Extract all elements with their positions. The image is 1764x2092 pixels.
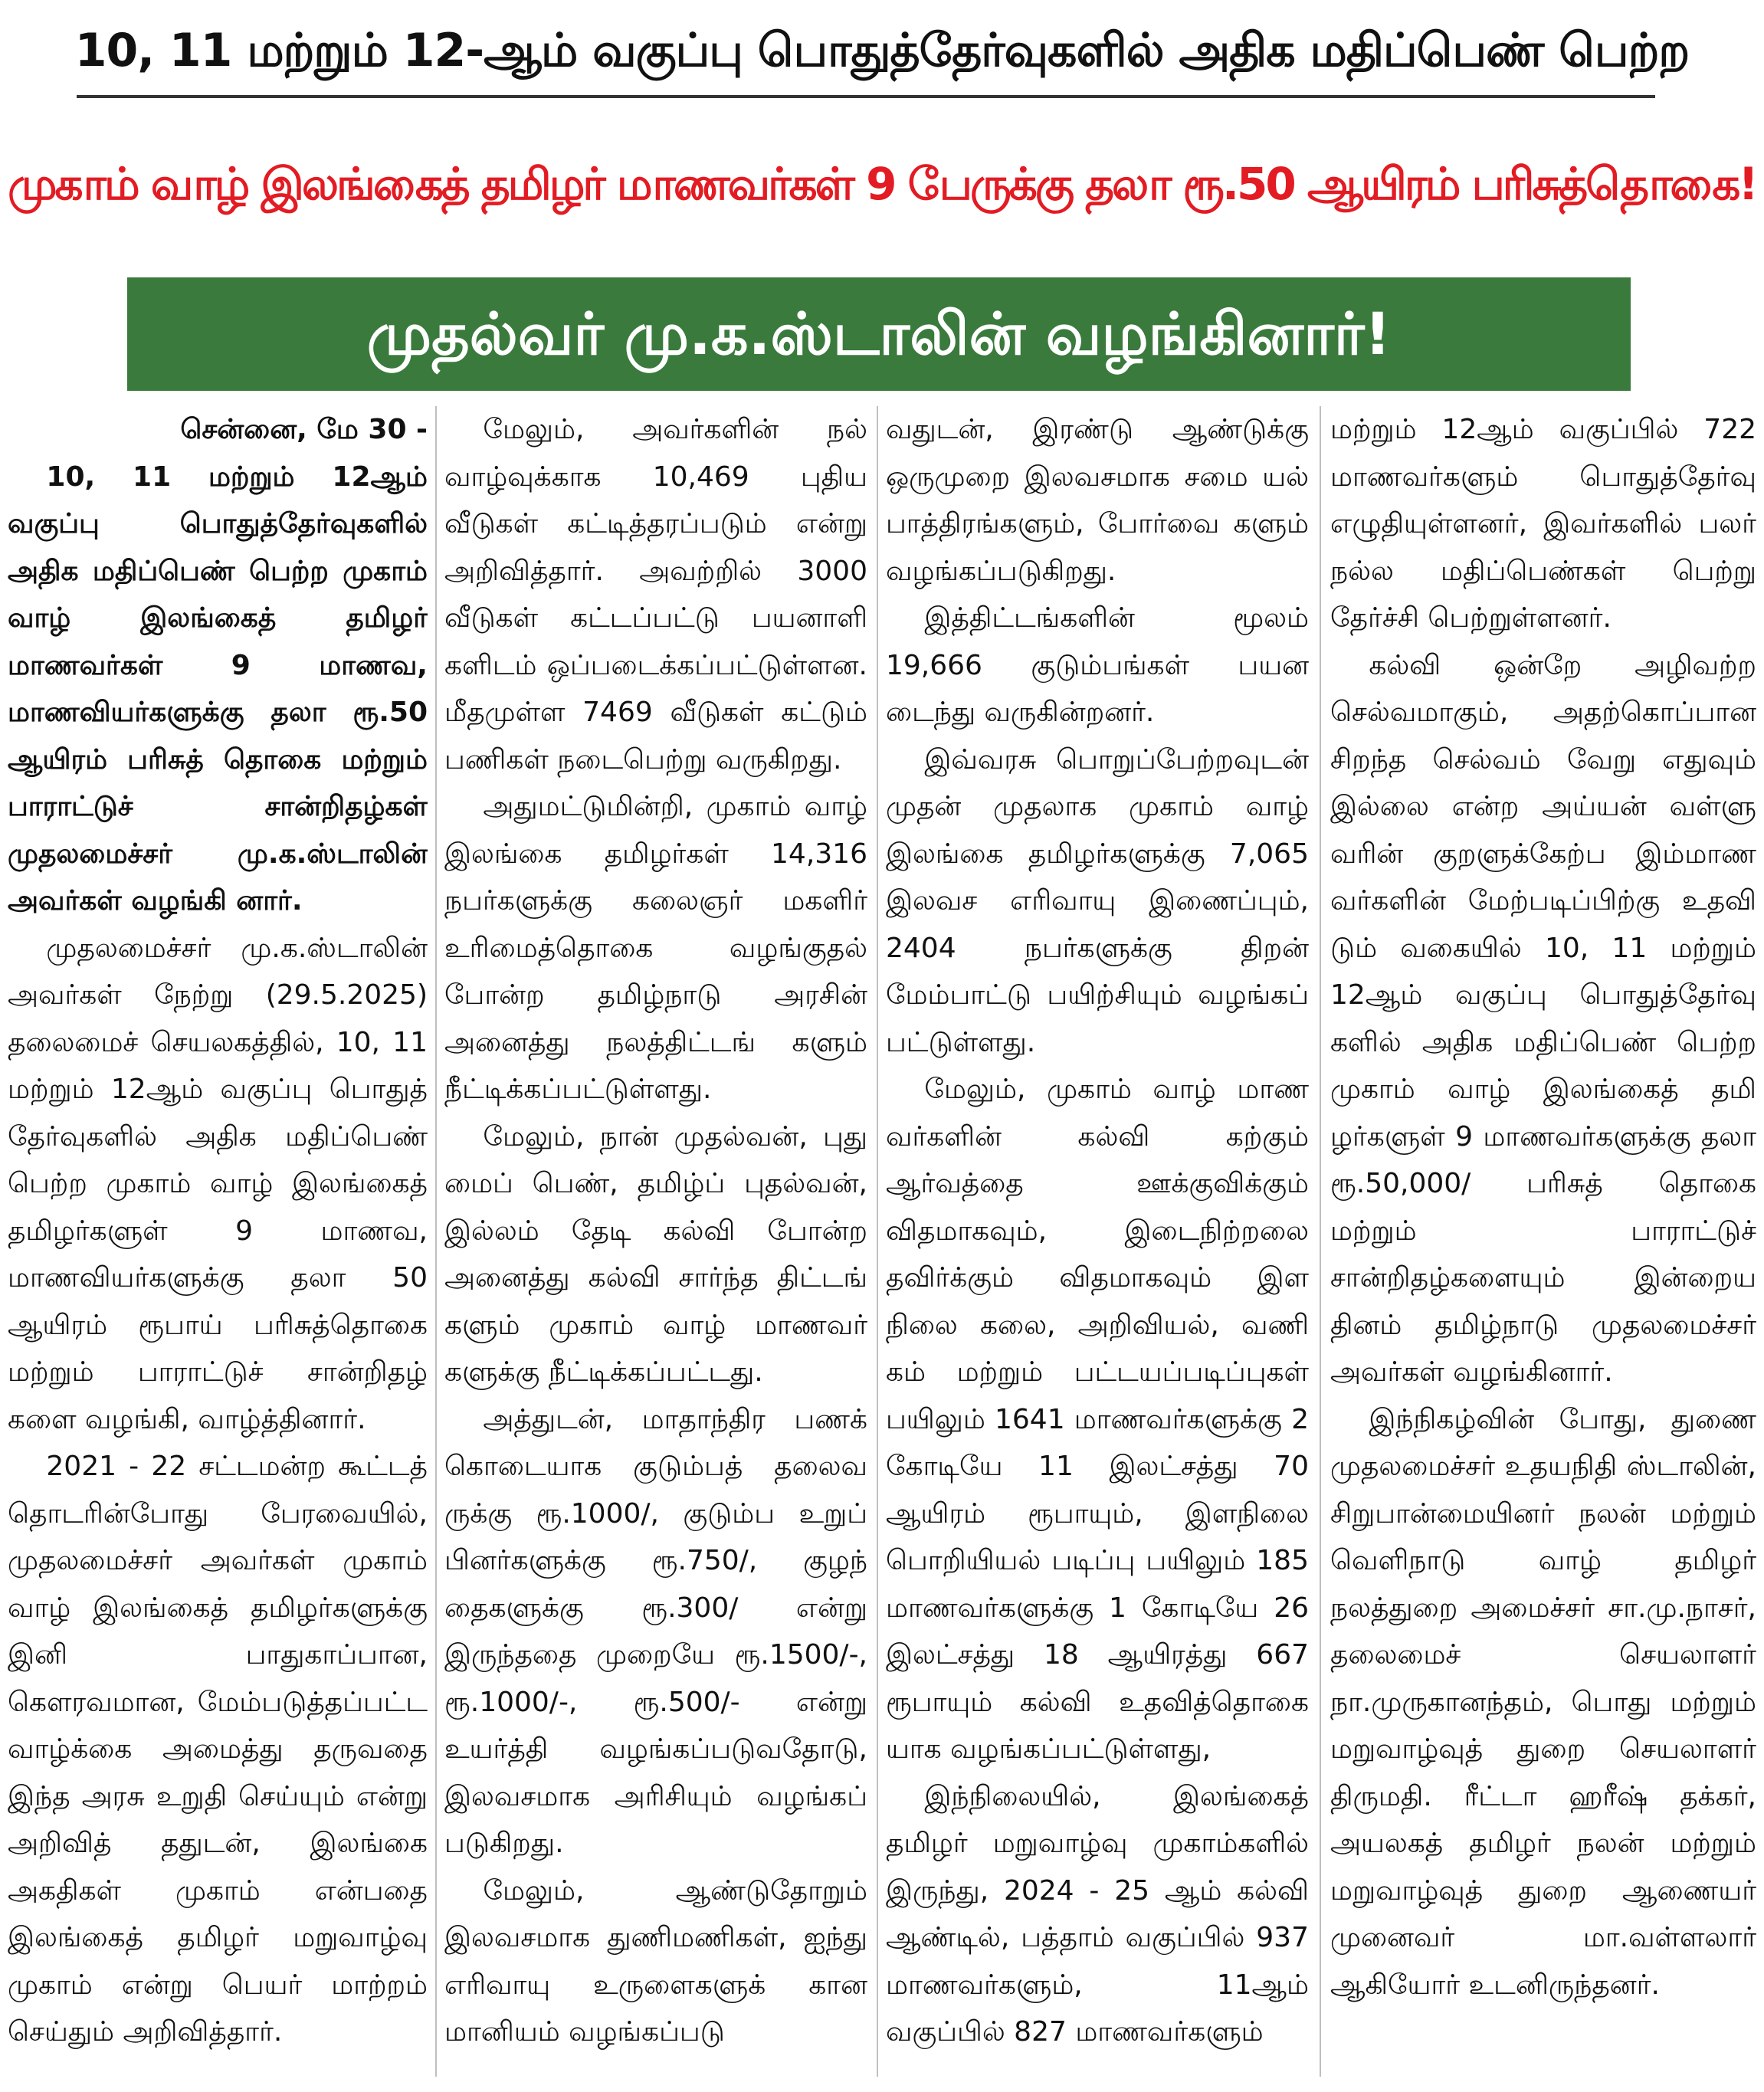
article-column-3 [886, 406, 1309, 2084]
paragraph: மேலும், முகாம் வாழ் மாண வர்களின் கல்வி கற்கும் ஆர்வத்தை ஊக்குவிக்கும் விதமாகவும், இடைநிற்றலை தவிர்க்கும் விதமாகவும் இள நிலை கலை, அறிவியல், வணி கம் மற்றும் பட்டயப்படிப்புகள் பயிலும் 1641 மாணவர்களுக்கு 2 கோடியே 11 இலட்சத்து 70 ஆயிரம் ரூபாயும், இளநிலை பொறியியல் படிப்பு பயிலும் 185 மாணவர்களுக்கு 1 கோடியே 26 இலட்சத்து 18 ஆயிரத்து 667 ரூபாயும் கல்வி உதவித்தொகை யாக வழங்கப்பட்டுள்ளது, [886, 1074, 1309, 1765]
paragraph: மேலும், நான் முதல்வன், புது மைப் பெண், தமிழ்ப் புதல்வன், இல்லம் தேடி கல்வி போன்ற அனைத்து கல்வி சார்ந்த திட்டங் களும் முகாம் வாழ் மாணவர் களுக்கு நீட்டிக்கப்பட்டது. [444, 1120, 867, 1388]
kicker-headline: 10, 11 மற்றும் 12-ஆம் வகுப்பு பொதுத்தேர்வுகளில் அதிக மதிப்பெண் பெற்ற [74, 24, 1690, 77]
paragraph: மற்றும் 12ஆம் வகுப்பில் 722 மாணவர்களும் பொதுத்தேர்வு எழுதியுள்ளனர், இவர்களில் பலர் நல்ல மதிப்பெண்கள் பெற்று தேர்ச்சி பெற்றுள்ளனர். [1330, 414, 1756, 634]
subheadline-banner: முதல்வர் மு.க.ஸ்டாலின் வழங்கினார்! [127, 277, 1631, 391]
kicker-rule [77, 95, 1655, 98]
lead-paragraph: 10, 11 மற்றும் 12ஆம் வகுப்பு பொதுத்தேர்வுகளில் அதிக மதிப்பெண் பெற்ற முகாம் வாழ் இலங்கைத் தமிழர் மாணவர்கள் 9 மாணவ, மாணவியர்களுக்கு தலா ரூ.50 ஆயிரம் பரிசுத் தொகை மற்றும் பாராட்டுச் சான்றிதழ்கள் முதலமைச்சர் மு.க.ஸ்டாலின் அவர்கள் வழங்கி னார். [8, 461, 428, 916]
article-column-2 [444, 406, 867, 2084]
main-headline: முகாம் வாழ் இலங்கைத் தமிழர் மாணவர்கள் 9 பேருக்கு தலா ரூ.50 ஆயிரம் பரிசுத்தொகை! [8, 158, 1756, 210]
paragraph: அதுமட்டுமின்றி, முகாம் வாழ் இலங்கை தமிழர்கள் 14,316 நபர்களுக்கு கலைஞர் மகளிர் உரிமைத்தொகை வழங்குதல் போன்ற தமிழ்நாடு அரசின் அனைத்து நலத்திட்டங் களும் நீட்டிக்கப்பட்டுள்ளது. [444, 791, 867, 1105]
column-divider [435, 406, 437, 2077]
paragraph: 2021 - 22 சட்டமன்ற கூட்டத் தொடரின்போது பேரவையில், முதலமைச்சர் அவர்கள் முகாம் வாழ் இலங்கைத் தமிழர்களுக்கு இனி பாதுகாப்பான, கௌரவமான, மேம்படுத்தப்பட்ட வாழ்க்கை அமைத்து தருவதை இந்த அரசு உறுதி செய்யும் என்று அறிவித் ததுடன், இலங்கை அகதிகள் முகாம் என்பதை இலங்கைத் தமிழர் மறுவாழ்வு முகாம் என்று பெயர் மாற்றம் செய்தும் அறிவித்தார். [8, 1451, 428, 2048]
paragraph: முதலமைச்சர் மு.க.ஸ்டாலின் அவர்கள் நேற்று (29.5.2025) தலைமைச் செயலகத்தில், 10, 11 மற்றும் 12ஆம் வகுப்பு பொதுத் தேர்வுகளில் அதிக மதிப்பெண் பெற்ற முகாம் வாழ் இலங்கைத் தமிழர்களுள் 9 மாணவ, மாணவியர்களுக்கு தலா 50 ஆயிரம் ரூபாய் பரிசுத்தொகை மற்றும் பாராட்டுச் சான்றிதழ் களை வழங்கி, வாழ்த்தினார். [8, 932, 428, 1435]
paragraph: இவ்வரசு பொறுப்பேற்றவுடன் முதன் முதலாக முகாம் வாழ் இலங்கை தமிழர்களுக்கு 7,065 இலவச எரிவாயு இணைப்பும், 2404 நபர்களுக்கு திறன் மேம்பாட்டு பயிற்சியும் வழங்கப் பட்டுள்ளது. [886, 743, 1309, 1058]
paragraph: இந்நிலையில், இலங்கைத் தமிழர் மறுவாழ்வு முகாம்களில் இருந்து, 2024 - 25 ஆம் கல்வி ஆண்டில், பத்தாம் வகுப்பில் 937 மாணவர்களும், 11ஆம் வகுப்பில் 827 மாணவர்களும் [886, 1780, 1309, 2048]
dateline: சென்னை, மே 30 - [180, 414, 428, 445]
paragraph: கல்வி ஒன்றே அழிவற்ற செல்வமாகும், அதற்கொப்பான சிறந்த செல்வம் வேறு எதுவும் இல்லை என்ற அய்யன் வள்ளு வரின் குறளுக்கேற்ப இம்மாண வர்களின் மேற்படிப்பிற்கு உதவி டும் வகையில் 10, 11 மற்றும் 12ஆம் வகுப்பு பொதுத்தேர்வு களில் அதிக மதிப்பெண் பெற்ற முகாம் வாழ் இலங்கைத் தமி ழர்களுள் 9 மாணவர்களுக்கு தலா ரூ.50,000/ பரிசுத் தொகை மற்றும் பாராட்டுச் சான்றிதழ்களையும் இன்றைய தினம் தமிழ்நாடு முதலமைச்சர் அவர்கள் வழங்கினார். [1330, 649, 1756, 1388]
paragraph: வதுடன், இரண்டு ஆண்டுக்கு ஒருமுறை இலவசமாக சமை யல் பாத்திரங்களும், போர்வை களும் வழங்கப்படுகிறது. [886, 414, 1309, 587]
article-column-4 [1330, 406, 1756, 2084]
article-column-1 [8, 406, 428, 2084]
paragraph: அத்துடன், மாதாந்திர பணக் கொடையாக குடும்பத் தலைவ ருக்கு ரூ.1000/, குடும்ப உறுப் பினர்களுக்கு ரூ.750/, குழந் தைகளுக்கு ரூ.300/ என்று இருந்ததை முறையே ரூ.1500/-, ரூ.1000/-, ரூ.500/- என்று உயர்த்தி வழங்கப்படுவதோடு, இலவசமாக அரிசியும் வழங்கப் படுகிறது. [444, 1403, 867, 1859]
paragraph: இத்திட்டங்களின் மூலம் 19,666 குடும்பங்கள் பயன டைந்து வருகின்றனர். [886, 602, 1309, 728]
column-divider [1320, 406, 1321, 2077]
paragraph: மேலும், ஆண்டுதோறும் இலவசமாக துணிமணிகள், ஐந்து எரிவாயு உருளைகளுக் கான மானியம் வழங்கப்படு [444, 1874, 867, 2048]
paragraph: மேலும், அவர்களின் நல் வாழ்வுக்காக 10,469 புதிய வீடுகள் கட்டித்தரப்படும் என்று அறிவித்தார். அவற்றில் 3000 வீடுகள் கட்டப்பட்டு பயனாளி களிடம் ஒப்படைக்கப்பட்டுள்ளன. மீதமுள்ள 7469 வீடுகள் கட்டும் பணிகள் நடைபெற்று வருகிறது. [444, 414, 867, 775]
column-divider [877, 406, 878, 2077]
paragraph: இந்நிகழ்வின் போது, துணை முதலமைச்சர் உதயநிதி ஸ்டாலின், சிறுபான்மையினர் நலன் மற்றும் வெளிநாடு வாழ் தமிழர் நலத்துறை அமைச்சர் சா.மு.நாசர், தலைமைச் செயலாளர் நா.முருகானந்தம், பொது மற்றும் மறுவாழ்வுத் துறை செயலாளர் திருமதி. ரீட்டா ஹரீஷ் தக்கர், அயலகத் தமிழர் நலன் மற்றும் மறுவாழ்வுத் துறை ஆணையர் முனைவர் மா.வள்ளலார் ஆகியோர் உடனிருந்தனர். [1330, 1403, 1756, 2001]
